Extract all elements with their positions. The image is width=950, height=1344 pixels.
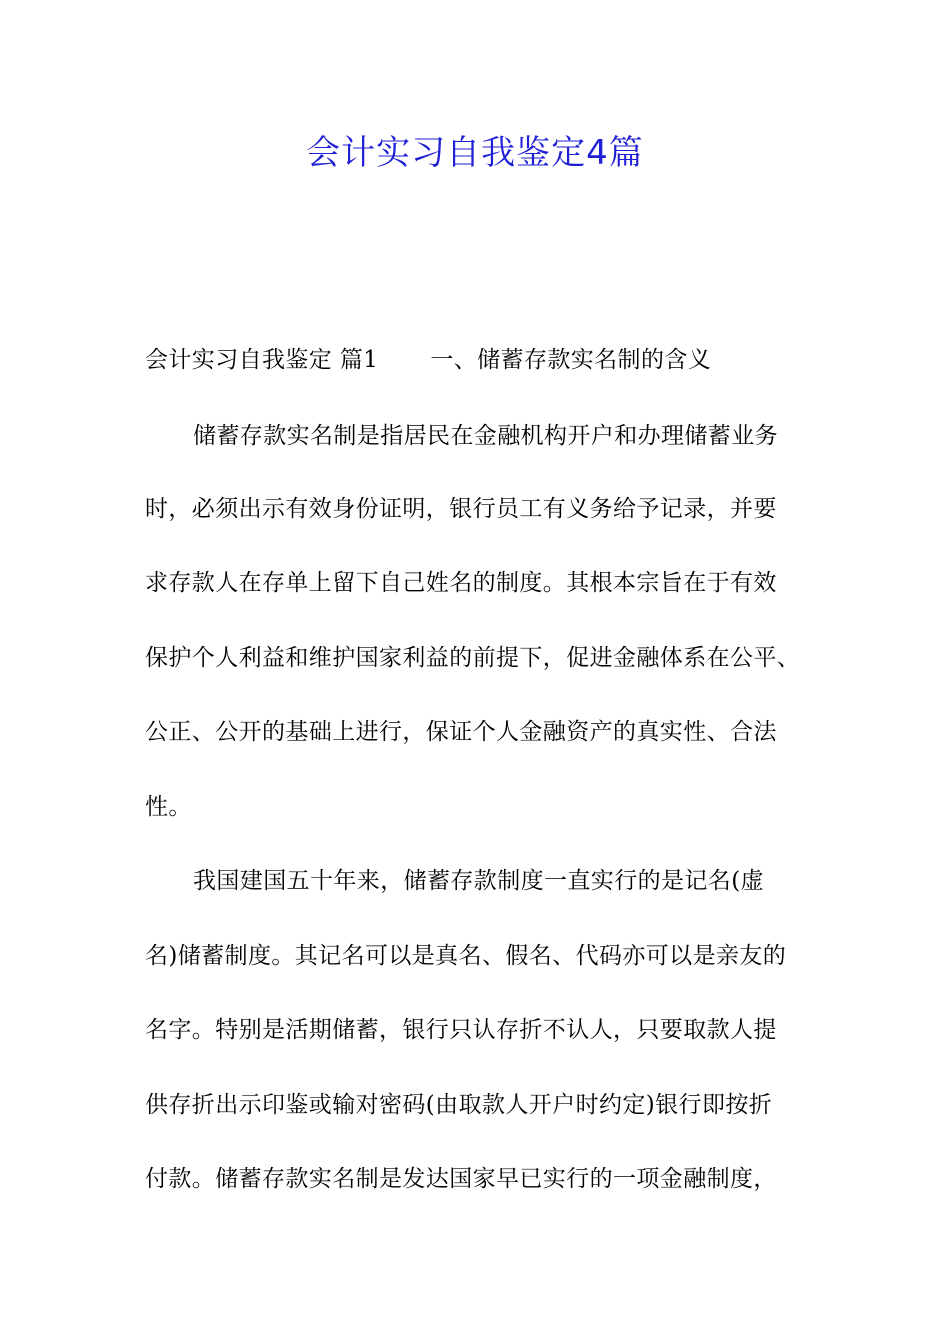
section-subheading: 一、储蓄存款实名制的含义: [430, 347, 712, 373]
paragraph-line: 性。: [145, 794, 192, 820]
section-heading-label: 会计实习自我鉴定 篇1: [145, 347, 379, 373]
section-heading: [145, 345, 711, 375]
paragraph-line: 付款。储蓄存款实名制是发达国家早已实行的一项金融制度，: [145, 1166, 777, 1192]
paragraph-line: 求存款人在存单上留下自己姓名的制度。其根本宗旨在于有效: [145, 570, 777, 596]
paragraph-line: 名)储蓄制度。其记名可以是真名、假名、代码亦可以是亲友的: [145, 943, 787, 969]
paragraph-line: 我国建国五十年来，储蓄存款制度一直实行的是记名(虚: [193, 868, 764, 894]
paragraph-line: 保护个人利益和维护国家利益的前提下，促进金融体系在公平、: [145, 645, 801, 671]
paragraph-line: 储蓄存款实名制是指居民在金融机构开户和办理储蓄业务: [193, 423, 778, 449]
paragraph-line: 时，必须出示有效身份证明，银行员工有义务给予记录，并要: [145, 496, 777, 522]
paragraph-line: 公正、公开的基础上进行，保证个人金融资产的真实性、合法: [145, 719, 777, 745]
paragraph-line: 供存折出示印鉴或输对密码(由取款人开户时约定)银行即按折: [145, 1092, 773, 1118]
paragraph-line: 名字。特别是活期储蓄，银行只认存折不认人，只要取款人提: [145, 1017, 777, 1043]
document-title: 会计实习自我鉴定4篇: [306, 133, 644, 173]
